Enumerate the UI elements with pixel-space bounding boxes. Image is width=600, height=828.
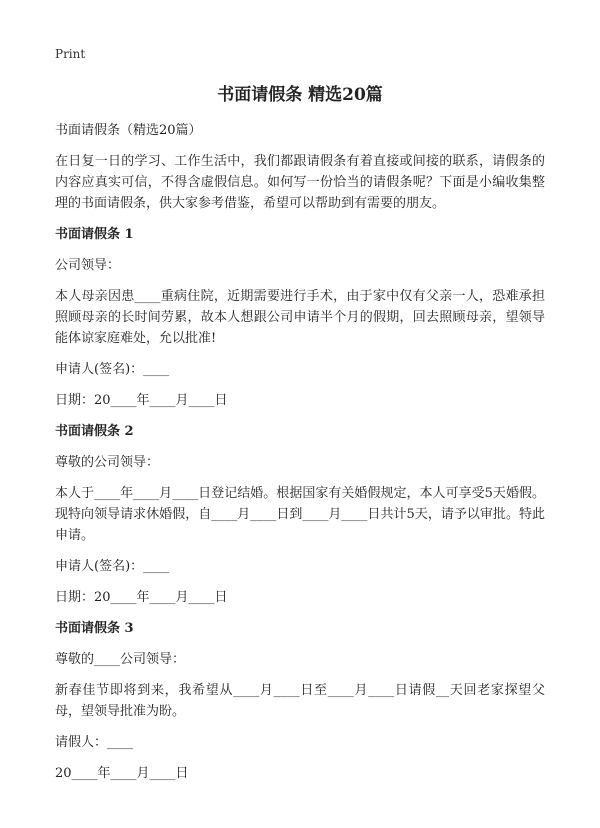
page-title: 书面请假条 精选20篇 [217, 85, 383, 105]
section-2-body: 本人于____年____月____日登记结婚。根据国家有关婚假规定，本人可享受5天婚假。现特向领导请求休婚假，自____月____日到____月____日共计5天，请予以审批。特此申请。 [55, 486, 545, 543]
section-heading-1: 书面请假条 1 [55, 227, 134, 242]
section-3-body: 新春佳节即将到来，我希望从____月____日至____月____日请假__天回老家探望父母，望领导批准为盼。 [55, 683, 545, 719]
section-3-salutation: 尊敬的____公司领导： [55, 652, 186, 667]
section-2-salutation: 尊敬的公司领导： [55, 455, 160, 470]
section-1-signature: 申请人(签名)：____ [55, 362, 170, 377]
section-2-date: 日期：20____年____月____日 [55, 590, 228, 605]
section-3-date: 20____年____月____日 [55, 766, 189, 781]
section-heading-3: 书面请假条 3 [55, 621, 134, 636]
section-heading-2: 书面请假条 2 [55, 424, 134, 439]
section-2-signature: 申请人(签名)：____ [55, 559, 170, 574]
section-1-date: 日期：20____年____月____日 [55, 393, 228, 408]
intro-paragraph: 在日复一日的学习、工作生活中，我们都跟请假条有着直接或间接的联系，请假条的内容应真实可信，不得含虚假信息。如何写一份恰当的请假条呢？下面是小编收集整理的书面请假条，供大家参考借鉴，希望可以帮助到有需要的朋友。 [55, 154, 545, 211]
section-1-salutation: 公司领导： [55, 258, 121, 273]
print-link[interactable]: Print [55, 47, 86, 61]
document-content [55, 120, 545, 794]
section-1-body: 本人母亲因患____重病住院，近期需要进行手术，由于家中仅有父亲一人，恐难承担照顾母亲的长时间劳累，故本人想跟公司申请半个月的假期，回去照顾母亲，望领导能体谅家庭难处，允以批准! [55, 289, 545, 346]
document-subtitle: 书面请假条（精选20篇） [55, 123, 202, 138]
section-3-signature: 请假人：____ [55, 735, 134, 750]
